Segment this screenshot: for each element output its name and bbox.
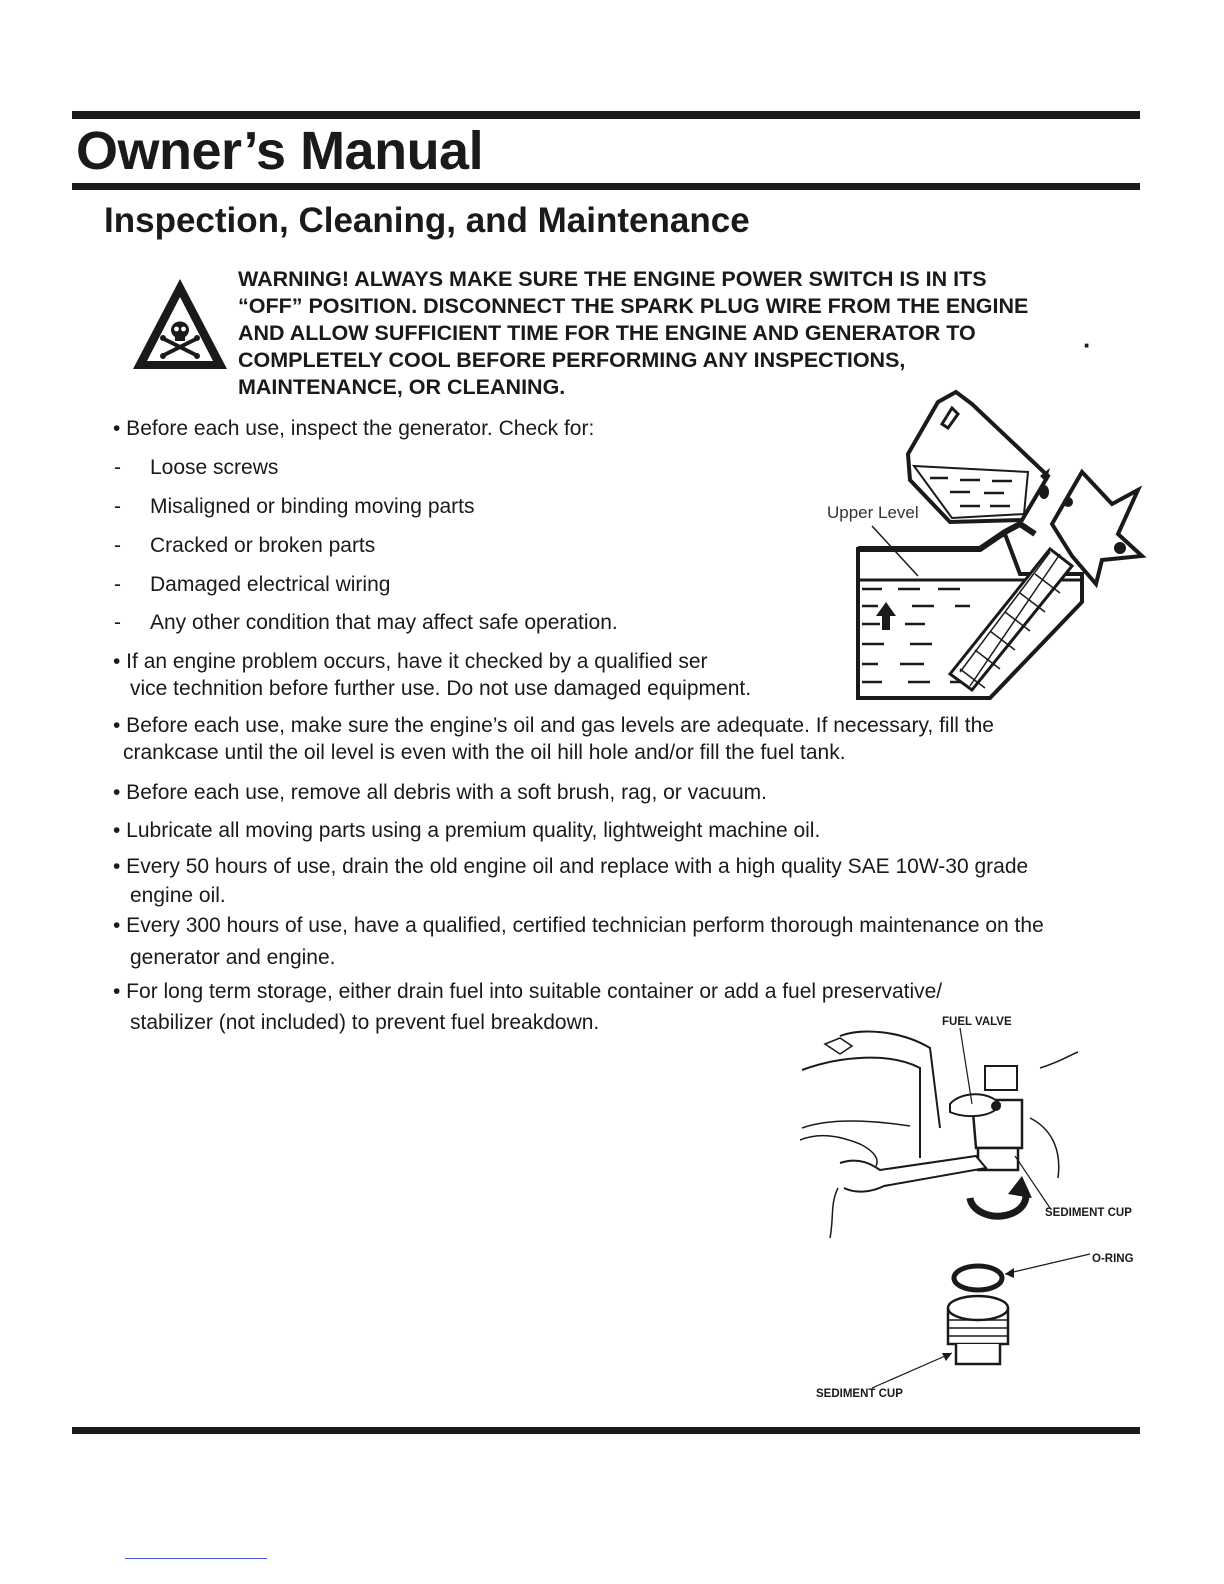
stray-mark: · <box>1083 330 1092 360</box>
checklist-item: Damaged electrical wiring <box>150 573 391 596</box>
warning-text <box>238 266 1118 401</box>
warning-line: COMPLETELY COOL BEFORE PERFORMING ANY INSPECTIONS, <box>238 348 906 372</box>
bullet-line: crankcase until the oil level is even with the oil hill hole and/or fill the fuel tank. <box>123 741 846 764</box>
footer-link-underline <box>125 1558 267 1559</box>
bullet-line: generator and engine. <box>130 946 336 969</box>
page-title: Owner’s Manual <box>76 121 484 181</box>
fuel-valve-label: FUEL VALVE <box>942 1016 1012 1028</box>
warning-line: WARNING! ALWAYS MAKE SURE THE ENGINE POWER SWITCH IS IN ITS <box>238 267 987 291</box>
checklist-item: Loose screws <box>150 456 279 479</box>
dash-marker: - <box>114 611 121 634</box>
bullet-line: • Before each use, make sure the engine’s oil and gas levels are adequate. If necessary, fill the <box>113 714 994 737</box>
warning-line: MAINTENANCE, OR CLEANING. <box>238 375 566 399</box>
bullet-line: • Every 300 hours of use, have a qualified, certified technician perform thorough maintenance on the <box>113 914 1044 937</box>
bullet-line: • Before each use, remove all debris with a soft brush, rag, or vacuum. <box>113 781 767 804</box>
bullet-line: • For long term storage, either drain fuel into suitable container or add a fuel preservative/ <box>113 980 943 1003</box>
checklist-item: Any other condition that may affect safe operation. <box>150 611 618 634</box>
bullet-line: • Lubricate all moving parts using a premium quality, lightweight machine oil. <box>113 819 821 842</box>
bullet-line: engine oil. <box>130 884 226 907</box>
o-ring-label: O-RING <box>1092 1253 1134 1265</box>
fuel-valve-illustration <box>800 1008 1145 1408</box>
sediment-cup-label: SEDIMENT CUP <box>816 1388 903 1400</box>
dash-marker: - <box>114 534 121 557</box>
skull-warning-triangle-icon <box>130 275 230 373</box>
bullet-line: vice technition before further use. Do not use damaged equipment. <box>130 677 752 700</box>
sediment-cup-label: SEDIMENT CUP <box>1045 1207 1132 1219</box>
checklist-item: Cracked or broken parts <box>150 534 376 557</box>
bullet-line: • Every 50 hours of use, drain the old engine oil and replace with a high quality SAE 10W-30 grade <box>113 855 1029 878</box>
dash-marker: - <box>114 495 121 518</box>
dash-marker: - <box>114 456 121 479</box>
bullet-line: • If an engine problem occurs, have it checked by a qualified ser <box>113 650 708 673</box>
upper-level-label: Upper Level <box>827 503 919 522</box>
warning-line: “OFF” POSITION. DISCONNECT THE SPARK PLUG WIRE FROM THE ENGINE <box>238 294 1029 318</box>
warning-line: AND ALLOW SUFFICIENT TIME FOR THE ENGINE AND GENERATOR TO <box>238 321 976 345</box>
dash-marker: - <box>114 573 121 596</box>
bottom-rule <box>72 1427 1140 1434</box>
oil-fill-illustration <box>820 384 1152 706</box>
checklist-item: Misaligned or binding moving parts <box>150 495 475 518</box>
section-title: Inspection, Cleaning, and Maintenance <box>104 201 750 240</box>
checklist-intro: • Before each use, inspect the generator. Check for: <box>113 417 595 440</box>
title-underline-rule <box>72 183 1140 190</box>
bullet-line: stabilizer (not included) to prevent fuel breakdown. <box>130 1011 600 1034</box>
